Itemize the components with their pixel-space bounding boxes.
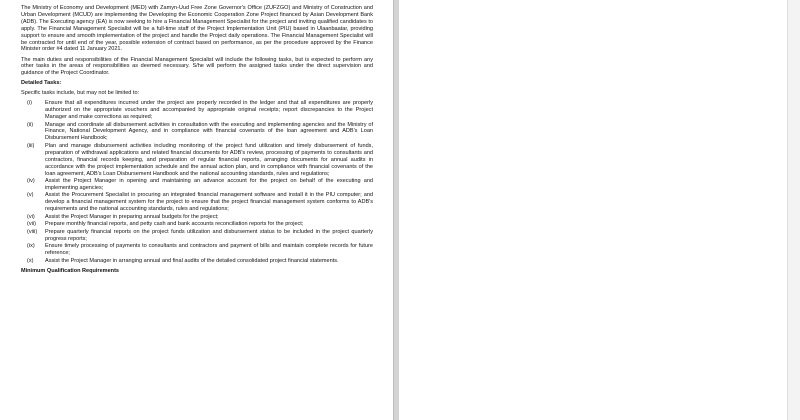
- task-item: [21, 192, 373, 213]
- task-text: Manage and coordinate all disbursement activities in consultation with the executing and implementing agencies and the Ministry of Finance, National Development Agency, and in compliance with financial covenants of the loan agreement and ADB's Loan Disbursement Handbook;: [45, 121, 373, 142]
- task-text: Assist the Project Manager in arranging annual and final audits of the detailed consolidated project financial statements.: [45, 257, 339, 264]
- task-text: Assist the Procurement Specialist in procuring an integrated financial management software and install it in the PIU computer; and develop a financial management system for the project to ensure that the project financial management system conforms to ADB's requirements and the national accounting standards, rules and regulations;: [45, 192, 373, 213]
- task-number: (iii): [27, 142, 35, 149]
- task-text: Assist the Project Manager in preparing annual budgets for the project;: [45, 213, 219, 220]
- vertical-scrollbar[interactable]: [787, 0, 800, 420]
- task-item: [21, 229, 373, 243]
- duties-paragraph: The main duties and responsibilities of the Financial Management Specialist will include the following tasks, but is expected to perform any other tasks in the areas of responsibilities as deemed necessary. S/he will perform the assigned tasks under the direct supervision and guidance of the Project Coordinator.: [21, 56, 373, 77]
- task-item: [21, 214, 373, 221]
- task-number: (x): [27, 257, 34, 264]
- task-number: (ix): [27, 243, 35, 250]
- min-qualification-heading: Minimum Qualification Requirements: [21, 268, 120, 275]
- document-page: [0, 0, 393, 420]
- page-content: [21, 5, 373, 278]
- detailed-tasks-heading: Detailed Tasks:: [21, 80, 62, 87]
- task-item: [21, 221, 373, 228]
- task-item: [21, 143, 373, 178]
- task-item: [21, 243, 373, 257]
- next-page: [399, 0, 800, 420]
- task-number: (vii): [27, 221, 36, 228]
- task-item: [21, 258, 373, 265]
- task-number: (i): [27, 100, 32, 107]
- task-item: [21, 178, 373, 192]
- task-number: (ii): [27, 121, 34, 128]
- task-text: Plan and manage disbursement activities including monitoring of the project fund utilization and timely disbursement of funds, preparation of withdrawal applications and related financial documents for ADB's review, processing of payments to consultants and contractors, financial records keeping, and preparation of regular financial reports, arranging documents for annual audits in accordance with the project implementation schedule and the annual action plan, and in compliance with financial covenants of the loan agreement, ADB's Loan Disbursement Handbook and the national accounting standards, rules and regulations;: [45, 142, 373, 177]
- task-item: [21, 100, 373, 121]
- task-number: (v): [27, 192, 34, 199]
- task-number: (iv): [27, 178, 35, 184]
- task-number: (vi): [27, 213, 35, 220]
- task-text: Prepare monthly financial reports, and petty cash and bank accounts reconciliation reports for the project;: [45, 221, 304, 228]
- tasks-intro: Specific tasks include, but may not be limited to:: [21, 90, 140, 97]
- task-text: Ensure timely processing of payments to consultants and contractors and payment of bills and maintain complete records for future reference;: [45, 243, 373, 257]
- task-text: Prepare quarterly financial reports on the project funds utilization and disbursement status to be included in the project quarterly progress reports;: [45, 228, 373, 242]
- task-text: Assist the Project Manager in opening and maintaining an advance account for the project on behalf of the executing and implementing agencies;: [45, 178, 373, 191]
- task-list: [21, 100, 373, 264]
- task-number: (viii): [27, 228, 38, 235]
- task-text: Ensure that all expenditures incurred under the project are properly recorded in the ledger and that all expenditures are properly authorized on the appropriate vouchers and accompanied by appropriate original receipts; report discrepancies to the Project Manager and make corrections as required;: [45, 100, 373, 121]
- intro-paragraph: The Ministry of Economy and Development (MED) with Zamyn-Uud Free Zone Governor's Office (ZUFZGO) and Ministry of Construction and Urban Development (MCUD) are implementing the Developing the Economic Cooperation Zone Project financed by Asian Development Bank (ADB). The Executing agency (EA) is now seeking to hire a Financial Management Specialist for the project and inviting qualified candidates to apply. The Financial Management Specialist will be a full-time staff of the Project Implementation Unit (PIU) based in Ulaanbaatar, providing support to ensure and smooth implementation of the project and handle the Project daily operations. The Financial Management Specialist will be contracted for until end of the year, possible extension of contract based on performance, as per the procedure approved by the Finance Minister order #4 dated 11 January 2021.: [21, 5, 373, 53]
- task-item: [21, 122, 373, 143]
